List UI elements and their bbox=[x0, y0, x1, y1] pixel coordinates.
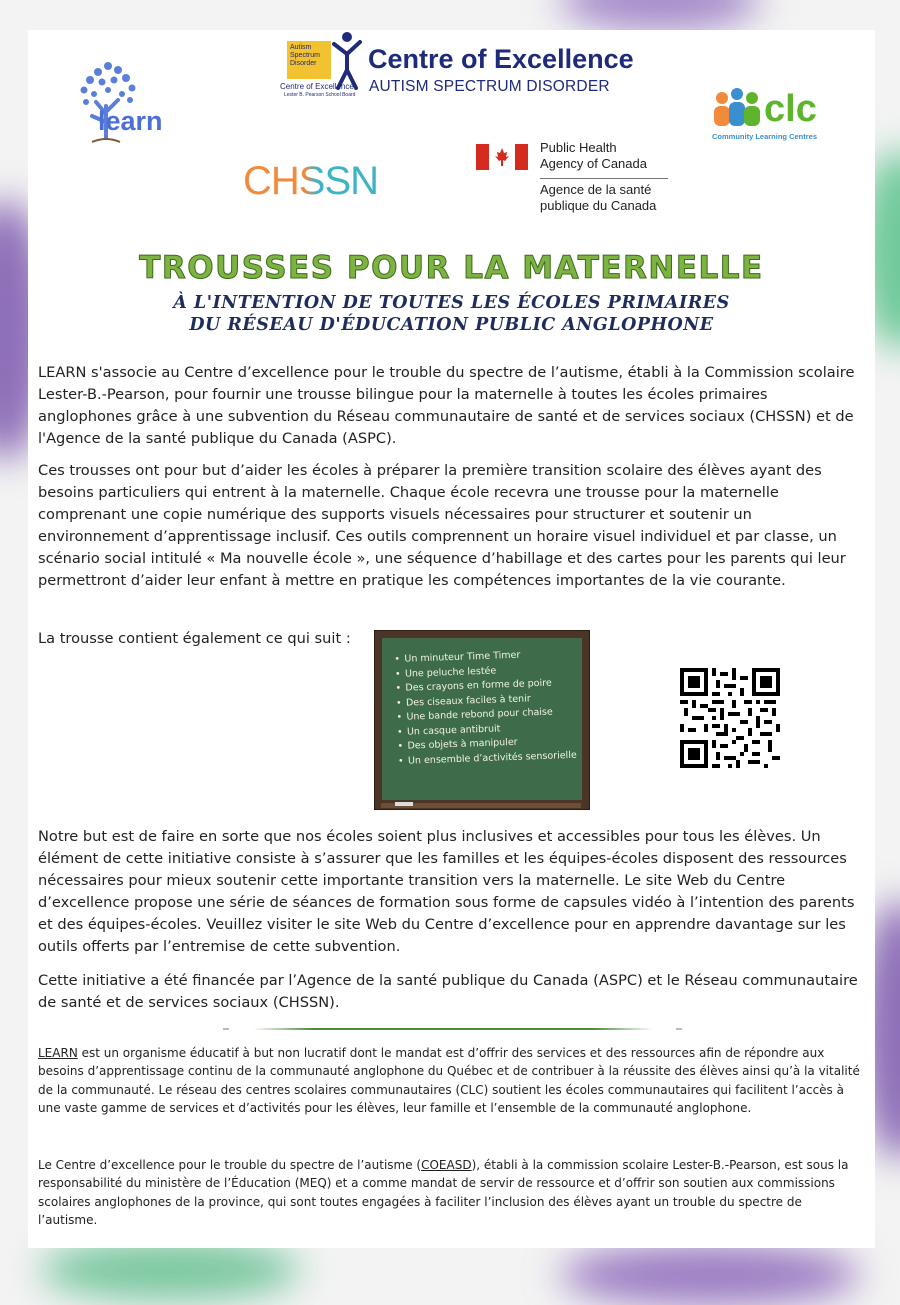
coe-subtitle: AUTISM SPECTRUM DISORDER bbox=[369, 78, 610, 95]
phac-english-line: Agency of Canada bbox=[540, 156, 647, 171]
centre-of-excellence-logo bbox=[280, 30, 634, 106]
divider-dot bbox=[223, 1028, 229, 1030]
coe-board-label: Lester B. Pearson School Board bbox=[284, 92, 356, 98]
kit-item: • Une bande rebond pour chaise bbox=[406, 705, 582, 726]
phac-english-name bbox=[540, 140, 647, 172]
kit-contents-intro: La trousse contient également ce qui suit : bbox=[38, 630, 351, 647]
background-blob-purple-top bbox=[560, 0, 760, 30]
subtitle-line: DU RÉSEAU D'ÉDUCATION PUBLIC ANGLOPHONE bbox=[189, 315, 714, 335]
kit-items-list bbox=[382, 638, 582, 769]
asd-badge bbox=[287, 41, 331, 79]
phac-french-line: Agence de la santé bbox=[540, 182, 652, 197]
kit-item: • Une peluche lestée bbox=[405, 661, 581, 682]
asd-badge-line: Autism bbox=[290, 44, 312, 51]
kit-item: • Des crayons en forme de poire bbox=[405, 676, 581, 697]
background-blob-green-bottom bbox=[40, 1240, 300, 1300]
chalkboard-surface bbox=[382, 638, 582, 800]
learn-wordmark: learn bbox=[98, 106, 163, 136]
learn-about-text: est un organisme éducatif à but non lucratif dont le mandat est d’offrir des services et des ressources afin de répondre aux besoins d’apprentissage continu de la communauté anglophone du Québec et de contribuer à la réussite des élèves ainsi qu’à la vitalité de la communauté. Le réseau des centres scolaires communautaires (CLC) soutient les écoles communautaires qui facilitent l’accès à une vaste gamme de services et d’activités pour les élèves, leur famille et l’ensemble de la communauté anglophone. bbox=[38, 1046, 860, 1115]
person-figure-icon bbox=[330, 30, 364, 90]
phac-english-line: Public Health bbox=[540, 140, 617, 155]
kit-item: • Un ensemble d’activités sensorielle bbox=[408, 748, 582, 769]
clc-subtitle: Community Learning Centres bbox=[712, 132, 818, 141]
background-blob-purple-bottom bbox=[560, 1245, 860, 1305]
asd-badge-line: Spectrum bbox=[290, 52, 320, 59]
kit-item: • Des ciseaux faciles à tenir bbox=[406, 690, 582, 711]
kit-item: • Un casque antibruit bbox=[407, 719, 582, 740]
coeasd-link[interactable]: COEASD bbox=[421, 1158, 472, 1172]
phac-logo bbox=[474, 138, 694, 218]
purpose-paragraph: Ces trousses ont pour but d’aider les écoles à préparer la première transition scolaire des élèves ayant des besoins particuliers qui entrent à la maternelle. Chaque école recevra une trousse pour la maternelle comprenant une copie numérique des supports visuels nécessaires pour structurer et soutenir un environnement d’apprentissage inclusif. Ces outils comprennent un horaire visuel individuel et par classe, un scénario social intitulé « Ma nouvelle école », une séquence d’habillage et des cartes pour les parents qui leur permettront d’aider leur enfant à mettre en pratique les compétences importantes de la vie courante. bbox=[38, 462, 846, 589]
flyer-page bbox=[28, 30, 875, 1248]
canada-flag-icon bbox=[476, 144, 528, 170]
phac-french-line: publique du Canada bbox=[540, 198, 657, 213]
funding-paragraph: Cette initiative a été financée par l’Agence de la santé publique du Canada (ASPC) et le Réseau communautaire de santé et de services sociaux (CHSSN). bbox=[38, 972, 858, 1011]
phac-divider bbox=[540, 178, 668, 179]
learn-logo bbox=[56, 58, 196, 154]
page-subtitle bbox=[28, 292, 875, 336]
kit-item: • Des objets à manipuler bbox=[407, 733, 582, 754]
clc-wordmark: clc bbox=[764, 88, 817, 130]
coe-title: Centre of Excellence bbox=[368, 44, 634, 74]
learn-link[interactable]: LEARN bbox=[38, 1046, 78, 1060]
subtitle-line: À L'INTENTION DE TOUTES LES ÉCOLES PRIMAIRES bbox=[173, 293, 730, 313]
page-title: TROUSSES POUR LA MATERNELLE bbox=[139, 250, 764, 286]
chalk-piece bbox=[395, 802, 413, 806]
phac-french-name bbox=[540, 182, 656, 214]
asd-badge-line: Disorder bbox=[290, 60, 317, 67]
goal-paragraph: Notre but est de faire en sorte que nos écoles soient plus inclusives et accessibles pour tous les élèves. Un élément de cette initiative consiste à s’assurer que les familles et les équipes-écoles disposent des ressources nécessaires pour mieux soutenir cette importante transition vers la maternelle. Le site Web du Centre d’excellence propose une série de séances de formation sous forme de capsules vidéo à l’intention des parents et des équipes-écoles. Veuillez visiter le site Web du Centre d’excellence pour en apprendre davantage sur les outils offerts par l’entremise de cette subvention. bbox=[38, 828, 855, 955]
coeasd-about-paragraph bbox=[38, 1156, 864, 1229]
people-group-icon bbox=[710, 86, 764, 130]
qr-code[interactable] bbox=[680, 668, 780, 768]
learn-about-paragraph bbox=[38, 1044, 864, 1117]
intro-paragraph: LEARN s'associe au Centre d’excellence pour le trouble du spectre de l’autisme, établi à la Commission scolaire Lester-B.-Pearson, pour fournir une trousse bilingue pour la maternelle à toutes les écoles primaires anglophones grâce à une subvention du Réseau communautaire de santé et de services sociaux (CHSSN) et de l'Agence de la santé publique du Canada (ASPC). bbox=[38, 364, 855, 447]
coe-small-label: Centre of Excellence bbox=[280, 82, 354, 91]
divider-dot bbox=[676, 1028, 682, 1030]
kit-item: • Un minuteur Time Timer bbox=[404, 647, 580, 668]
section-divider bbox=[253, 1028, 653, 1030]
chssn-wordmark: CHSSN bbox=[243, 159, 379, 203]
chssn-logo bbox=[243, 155, 413, 205]
coeasd-about-text-start: Le Centre d’excellence pour le trouble du spectre de l’autisme ( bbox=[38, 1158, 422, 1172]
coeasd-about-text-rest: ), établi à la commission scolaire Lester-B.-Pearson, est sous la responsabilité du ministère de l’Éducation (MEQ) et a comme mandat de servir de ressource et d’offrir son soutien aux commissions scolaires anglophones de la province, qui sont toutes engagées à faciliter l’inclusion des élèves ayant un trouble du spectre de l’autisme. bbox=[38, 1158, 849, 1227]
chalkboard-image bbox=[374, 630, 590, 810]
clc-logo bbox=[710, 86, 840, 146]
